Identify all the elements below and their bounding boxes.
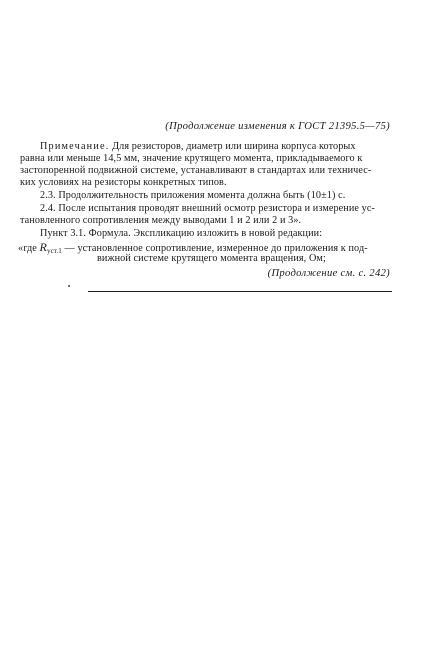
continued-footer: (Продолжение см. с. 242) [267,268,390,279]
explication-line-1-text: — установленное сопротивление, измеренное до приложения к под- [61,243,368,254]
paragraph-2-3: 2.3. Продолжительность приложения момента должна быть (10±1) с. [40,190,346,201]
note-line-1-text: Для резисторов, диаметр или ширина корпуса которых [109,141,356,152]
note-line-2: равна или меньше 14,5 мм, значение крутящего момента, прикладываемого к [20,153,363,164]
stray-mark [68,285,70,287]
note-heading: Примечание. [40,141,110,152]
note-line-1 [40,141,356,153]
explication-line-2: вижной системе крутящего момента вращения, Ом; [97,253,326,264]
resistance-symbol: R [39,240,47,254]
explication-prefix: «где [18,243,40,254]
continuation-header: (Продолжение изменения к ГОСТ 21395.5—75) [165,121,390,132]
paragraph-2-4-line-2: тановленного сопротивления между выводами 1 и 2 или 2 и 3». [20,215,302,226]
resistance-subscript: уст.1 [46,247,62,255]
note-line-4: ких условиях на резисторы конкретных типов. [20,177,227,188]
footer-rule [88,291,392,292]
note-line-3: застопоренной подвижной системе, устанавливают в стандартах или техничес- [20,165,372,176]
paragraph-3-1: Пункт 3.1. Формула. Экспликацию изложить в новой редакции: [40,228,323,239]
paragraph-2-4-line-1: 2.4. После испытания проводят внешний осмотр резистора и измерение ус- [40,203,375,214]
